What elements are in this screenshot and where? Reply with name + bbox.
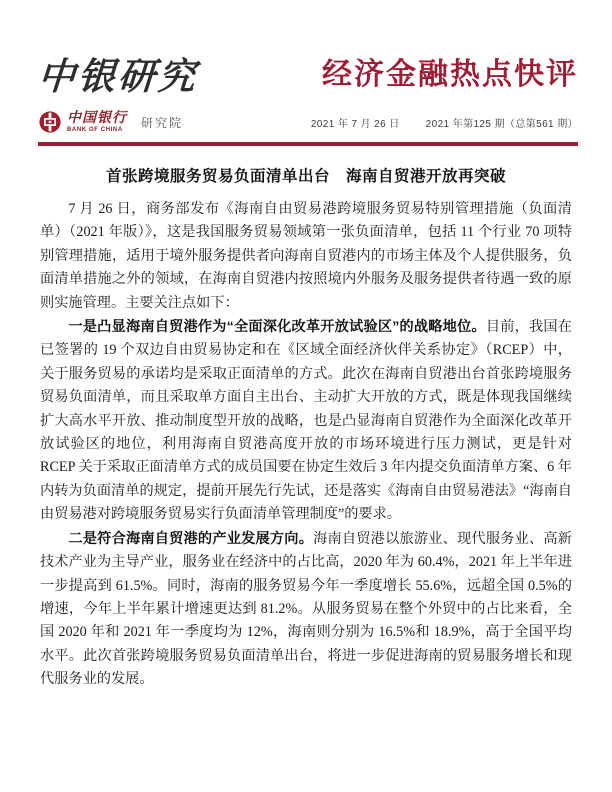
masthead-bottom-row: [38, 108, 578, 136]
issue-number: 2021 年第125 期（总第561 期）: [425, 118, 578, 130]
paragraph-text: 海南自贸港以旅游业、现代服务业、高新技术产业为主导产业，服务业在经济中的占比高，2020 年为 60.4%，2021 年上半年进一步提高到 61.5%。同时，海南的服务贸易今年一季度增长 55.6%，远超全国 0.5%的增速，今年上半年累计增速更达到 81.2%。从服务贸易在整个外贸中的占比来看，全国 2020 年和 2021 年一季度均为 12%，海南则分别为 16.5%和 18.9%，高于全国平均水平。此次首张跨境服务贸易负面清单出台，将进一步促进海南的贸易服务增长和现代服务业的发展。: [40, 530, 572, 688]
masthead-top-row: [38, 52, 578, 100]
bank-name-english: BANK OF CHINA: [67, 127, 123, 133]
paragraph-text: 7 月 26 日，商务部发布《海南自由贸易港跨境服务贸易特别管理措施（负面清单）（2021 年版）》，这是我国服务贸易领域第一张负面清单，包括 11 个行业 70 项特别管理措施，适用于境外服务提供者向海南自贸港内的市场主体及个人提供服务，负面清单措施之外的领域，在海南自贸港内按照境内外服务及服务提供者待遇一致的原则实施管理。主要关注点如下：: [40, 201, 572, 311]
article-title: 首张跨境服务贸易负面清单出台 海南自贸港开放再突破: [105, 168, 506, 185]
bank-logo-block: [38, 110, 183, 134]
paragraph-point-one: [40, 316, 572, 527]
paragraph-text: 目前，我国在已签署的 19 个双边自由贸易协定和在《区域全面经济伙伴关系协定》（RCEP）中，关于服务贸易的承诺均是采取正面清单的方式。此次在海南自贸港出台首张跨境服务贸易负面清单，而且采取单方面自主出台、主动扩大开放的方式，既是体现我国继续扩大高水平开放、推动制度型开放的战略，也是凸显海南自贸港作为全面深化改革开放试验区的地位，利用海南自贸港高度开放的市场环境进行压力测试，更是针对 RCEP 关于采取正面清单方式的成员国要在协定生效后 3 年内提交负面清单方案、6 年内转为负面清单的规定，提前开展先行先试，还是落实《海南自由贸易港法》“海南自由贸易港对跨境服务贸易实行负面清单管理制度”的要求。: [40, 319, 572, 523]
article-body: [0, 166, 612, 692]
paragraph-lead: 一是凸显海南自贸港作为“全面深化改革开放试验区”的战略地位。: [68, 319, 486, 336]
publication-date: 2021 年 7 月 26 日: [310, 118, 400, 130]
bank-name-chinese: 中国银行: [67, 110, 127, 126]
institute-label: 研究院: [141, 115, 184, 130]
brand-calligraphy: 中银研究: [36, 54, 200, 98]
masthead-divider-rule: [38, 142, 578, 146]
paragraph-intro: [40, 198, 572, 315]
paragraph-point-two: [40, 528, 572, 692]
bank-of-china-coin-icon: [38, 110, 62, 134]
publication-title: 经济金融热点快评: [322, 58, 578, 91]
issue-info-block: [311, 115, 578, 130]
paragraph-lead: 二是符合海南自贸港的产业发展方向。: [68, 530, 314, 547]
masthead: [0, 0, 612, 146]
bank-name-block: [67, 111, 127, 133]
